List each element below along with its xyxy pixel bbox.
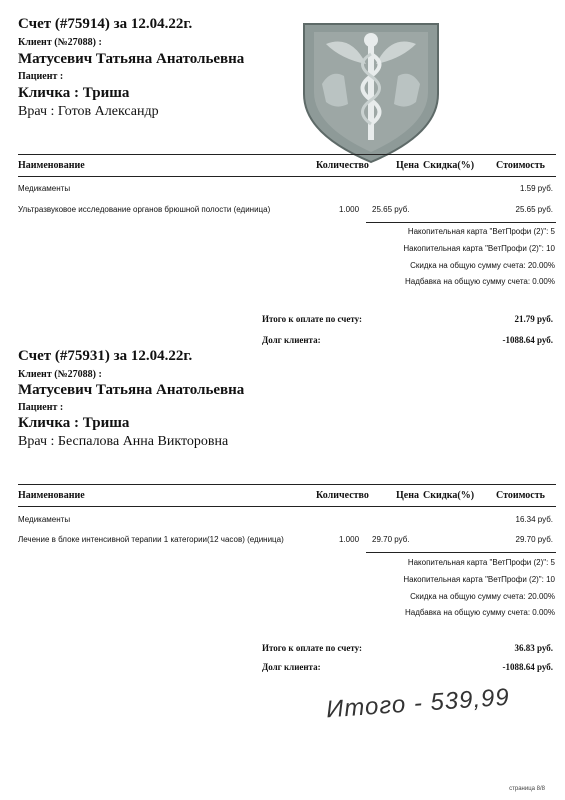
col-header-price: Цена <box>396 160 419 171</box>
debt-label: Долг клиента: <box>262 662 321 672</box>
col-header-discount: Скидка(%) <box>423 490 475 501</box>
page-number: страница 8/8 <box>509 786 545 792</box>
note-line: Накопительная карта "ВетПрофи (2)": 10 <box>403 575 555 584</box>
note-line: Скидка на общую сумму счета: 20.00% <box>410 261 555 270</box>
total-value: 36.83 руб. <box>514 643 553 653</box>
table-row-cost: 16.34 руб. <box>515 515 553 524</box>
pet-nickname: Кличка : Триша <box>18 85 130 101</box>
col-header-price: Цена <box>396 490 419 501</box>
handwritten-total: Итого - 539,99 <box>325 683 511 724</box>
divider <box>18 176 556 177</box>
col-header-cost: Стоимость <box>496 160 545 171</box>
divider <box>366 222 556 223</box>
divider <box>18 484 556 485</box>
doctor-name: Врач : Беспалова Анна Викторовна <box>18 434 229 449</box>
table-row-cost: 29.70 руб. <box>515 535 553 544</box>
client-name: Матусевич Татьяна Анатольевна <box>18 51 245 67</box>
total-label: Итого к оплате по счету: <box>262 314 363 324</box>
doctor-name: Врач : Готов Александр <box>18 104 159 119</box>
table-row-name: Ультразвуковое исследование органов брюшной полости (единица) <box>18 205 271 214</box>
note-line: Надбавка на общую сумму счета: 0.00% <box>405 608 555 617</box>
divider <box>18 154 556 155</box>
note-line: Накопительная карта "ВетПрофи (2)": 5 <box>407 227 555 236</box>
table-row-cost: 1.59 руб. <box>519 184 553 193</box>
table-row-qty: 1.000 <box>339 535 360 544</box>
debt-label: Долг клиента: <box>262 335 321 345</box>
client-label: Клиент (№27088) : <box>18 37 102 48</box>
debt-value: -1088.64 руб. <box>502 662 553 672</box>
patient-label: Пациент : <box>18 71 64 82</box>
col-header-name: Наименование <box>18 160 85 171</box>
table-row-price: 25.65 руб. <box>372 205 410 214</box>
pet-nickname: Кличка : Триша <box>18 415 130 431</box>
note-line: Надбавка на общую сумму счета: 0.00% <box>405 277 555 286</box>
col-header-qty: Количество <box>316 490 369 501</box>
note-line: Накопительная карта "ВетПрофи (2)": 5 <box>407 558 555 567</box>
table-row-name: Медикаменты <box>18 515 71 524</box>
invoice-title: Счет (#75914) за 12.04.22г. <box>18 16 193 32</box>
col-header-name: Наименование <box>18 490 85 501</box>
table-row-name: Медикаменты <box>18 184 71 193</box>
client-name: Матусевич Татьяна Анатольевна <box>18 382 245 398</box>
divider <box>366 552 556 553</box>
clinic-logo <box>296 14 446 164</box>
col-header-discount: Скидка(%) <box>423 160 475 171</box>
col-header-cost: Стоимость <box>496 490 545 501</box>
patient-label: Пациент : <box>18 402 64 413</box>
table-row-cost: 25.65 руб. <box>515 205 553 214</box>
table-row-name: Лечение в блоке интенсивной терапии 1 категории(12 часов) (единица) <box>18 535 284 544</box>
table-row-qty: 1.000 <box>339 205 360 214</box>
col-header-qty: Количество <box>316 160 369 171</box>
caduceus-shield-icon <box>296 14 446 164</box>
total-label: Итого к оплате по счету: <box>262 643 363 653</box>
table-row-price: 29.70 руб. <box>372 535 410 544</box>
total-value: 21.79 руб. <box>514 314 553 324</box>
note-line: Скидка на общую сумму счета: 20.00% <box>410 592 555 601</box>
debt-value: -1088.64 руб. <box>502 335 553 345</box>
invoice-title: Счет (#75931) за 12.04.22г. <box>18 348 193 364</box>
client-label: Клиент (№27088) : <box>18 369 102 380</box>
note-line: Накопительная карта "ВетПрофи (2)": 10 <box>403 244 555 253</box>
divider <box>18 506 556 507</box>
